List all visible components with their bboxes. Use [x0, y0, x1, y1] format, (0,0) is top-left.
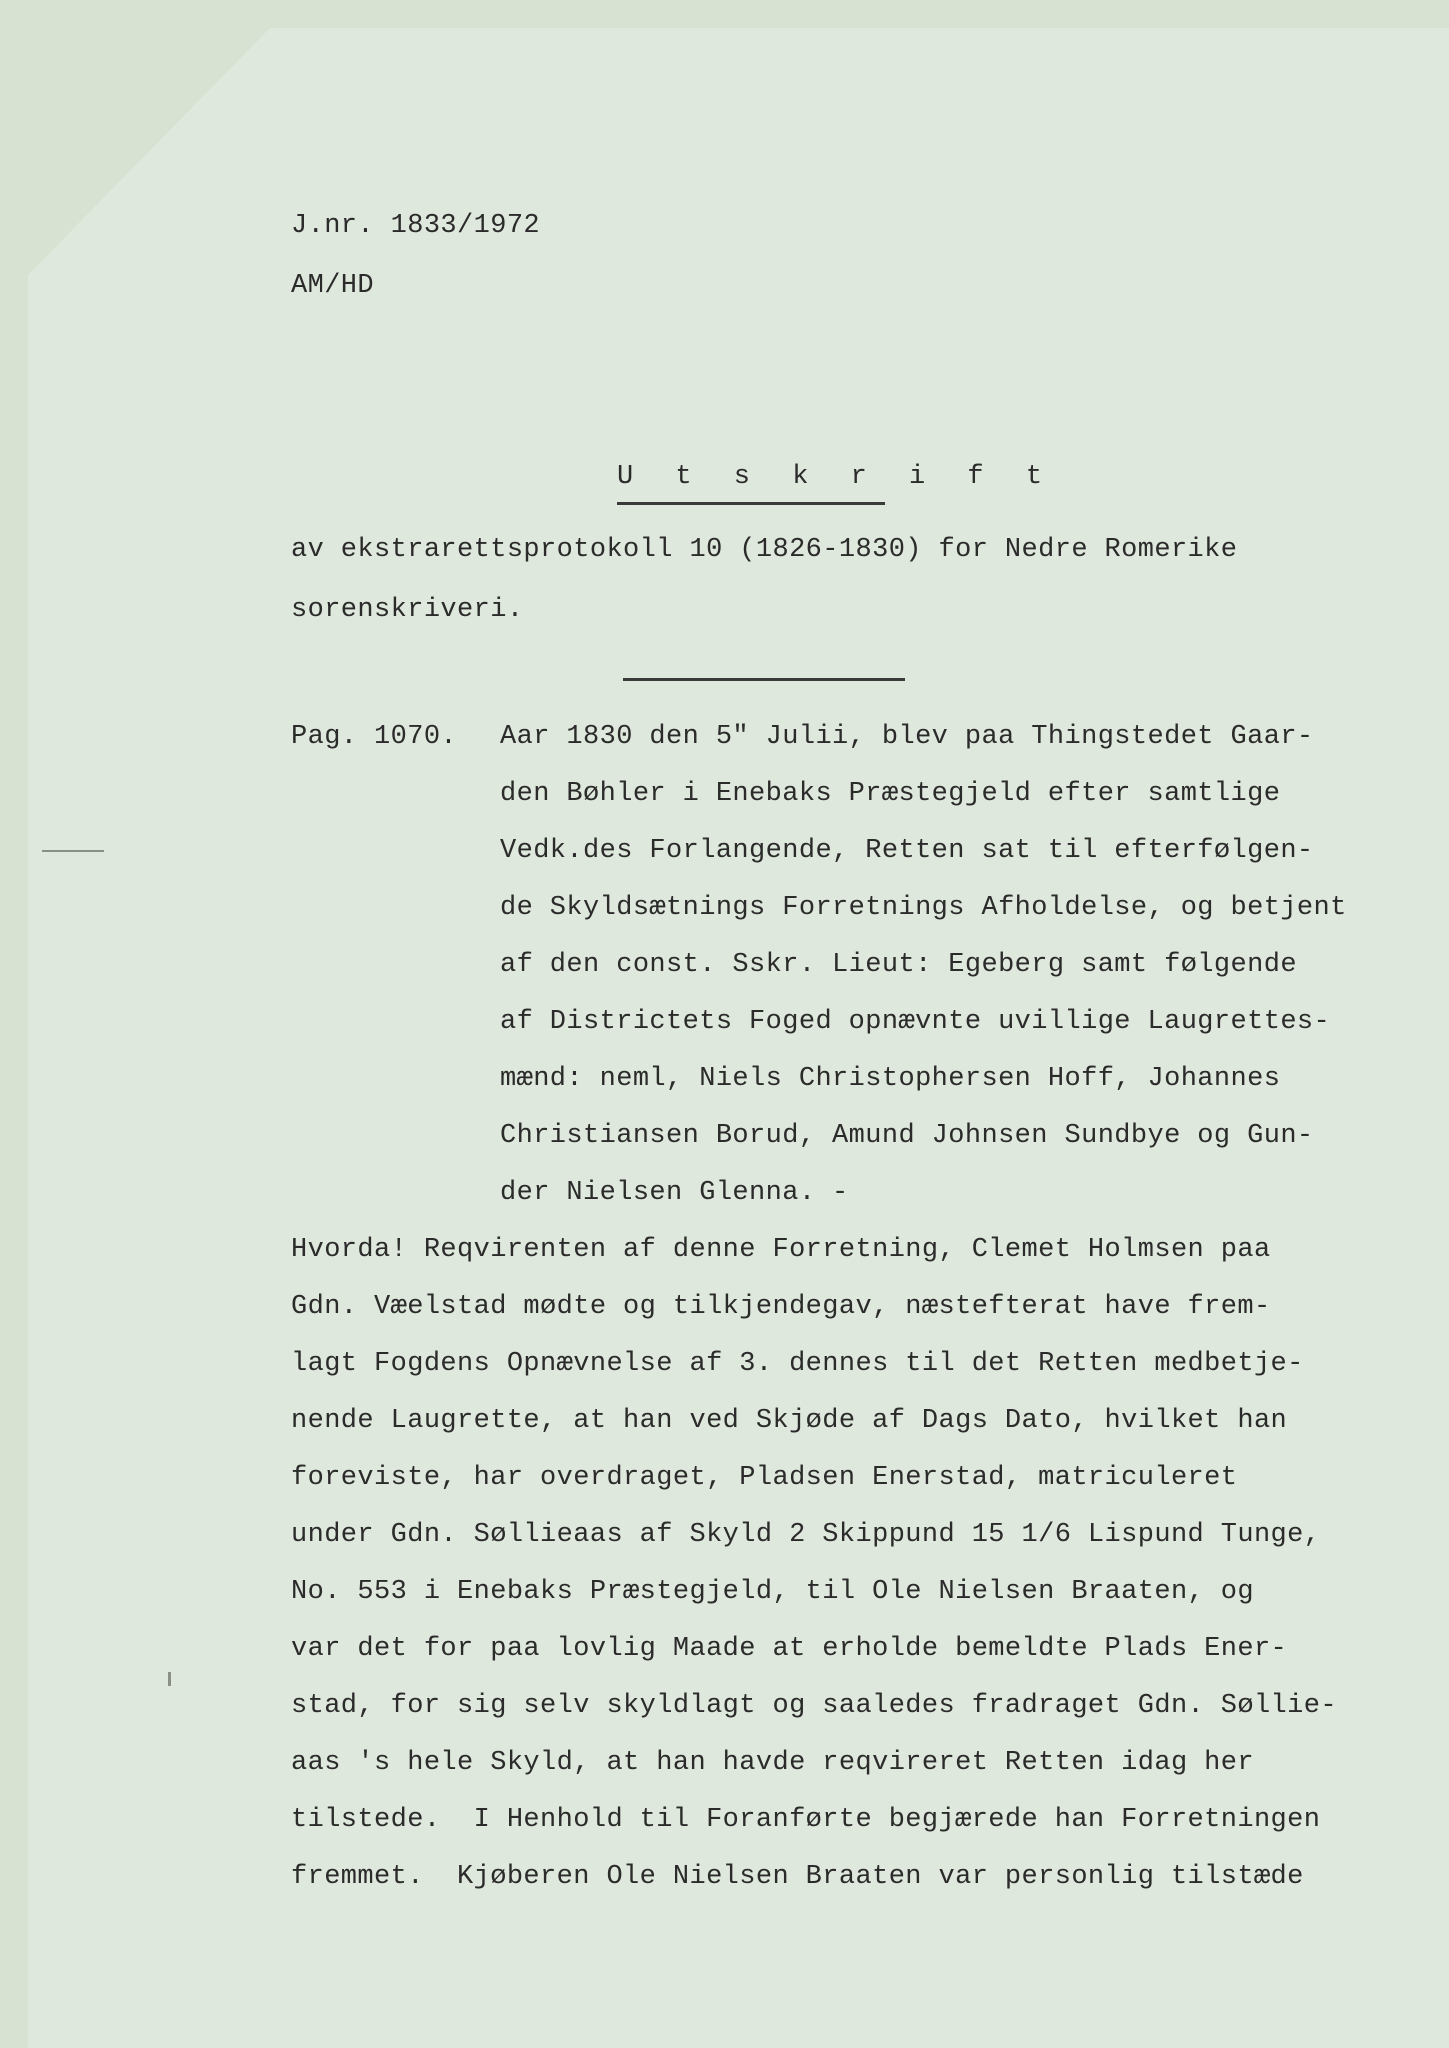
- section-divider: [623, 678, 905, 681]
- text-line: de Skyldsætnings Forretnings Afholdelse, og betjent: [500, 893, 1347, 923]
- text-line: No. 553 i Enebaks Præstegjeld, til Ole Nielsen Braaten, og: [291, 1577, 1254, 1607]
- initials: AM/HD: [291, 271, 375, 301]
- margin-mark: [168, 1672, 171, 1686]
- text-line: der Nielsen Glenna. -: [500, 1178, 849, 1208]
- text-line: var det for paa lovlig Maade at erholde bemeldte Plads Ener-: [291, 1634, 1288, 1664]
- text-line: Christiansen Borud, Amund Johnsen Sundbye og Gun-: [500, 1121, 1314, 1151]
- text-line: tilstede. I Henhold til Foranførte begjærede han Forretningen: [291, 1805, 1321, 1835]
- text-line: Hvorda! Reqvirenten af denne Forretning, Clemet Holmsen paa: [291, 1235, 1271, 1265]
- text-line: mænd: neml, Niels Christophersen Hoff, Johannes: [500, 1064, 1281, 1094]
- text-line: lagt Fogdens Opnævnelse af 3. dennes til det Retten medbetje-: [291, 1349, 1304, 1379]
- title-underline: [617, 502, 885, 505]
- text-line: stad, for sig selv skyldlagt og saaledes fradraget Gdn. Søllie-: [291, 1691, 1337, 1721]
- text-line: af Districtets Foged opnævnte uvillige Laugrettes-: [500, 1007, 1331, 1037]
- text-line: nende Laugrette, at han ved Skjøde af Dags Dato, hvilket han: [291, 1406, 1288, 1436]
- text-line: Vedk.des Forlangende, Retten sat til efterfølgen-: [500, 836, 1314, 866]
- margin-mark: [42, 850, 104, 852]
- subtitle-line: sorenskriveri.: [291, 595, 524, 625]
- journal-number: J.nr. 1833/1972: [291, 211, 541, 241]
- text-line: Aar 1830 den 5" Julii, blev paa Thingstedet Gaar-: [500, 722, 1314, 752]
- text-line: den Bøhler i Enebaks Præstegjeld efter samtlige: [500, 779, 1281, 809]
- text-line: af den const. Sskr. Lieut: Egeberg samt følgende: [500, 950, 1297, 980]
- page-reference: Pag. 1070.: [291, 722, 458, 752]
- text-line: fremmet. Kjøberen Ole Nielsen Braaten var personlig tilstæde: [291, 1862, 1304, 1892]
- document-title: U t s k r i f t: [617, 462, 1056, 492]
- text-line: aas 's hele Skyld, at han havde reqvireret Retten idag her: [291, 1748, 1254, 1778]
- subtitle-line: av ekstrarettsprotokoll 10 (1826-1830) for Nedre Romerike: [291, 535, 1238, 565]
- text-line: Gdn. Væelstad mødte og tilkjendegav, næstefterat have frem-: [291, 1292, 1271, 1322]
- text-line: under Gdn. Søllieaas af Skyld 2 Skippund 15 1/6 Lispund Tunge,: [291, 1520, 1321, 1550]
- text-line: foreviste, har overdraget, Pladsen Enerstad, matriculeret: [291, 1463, 1238, 1493]
